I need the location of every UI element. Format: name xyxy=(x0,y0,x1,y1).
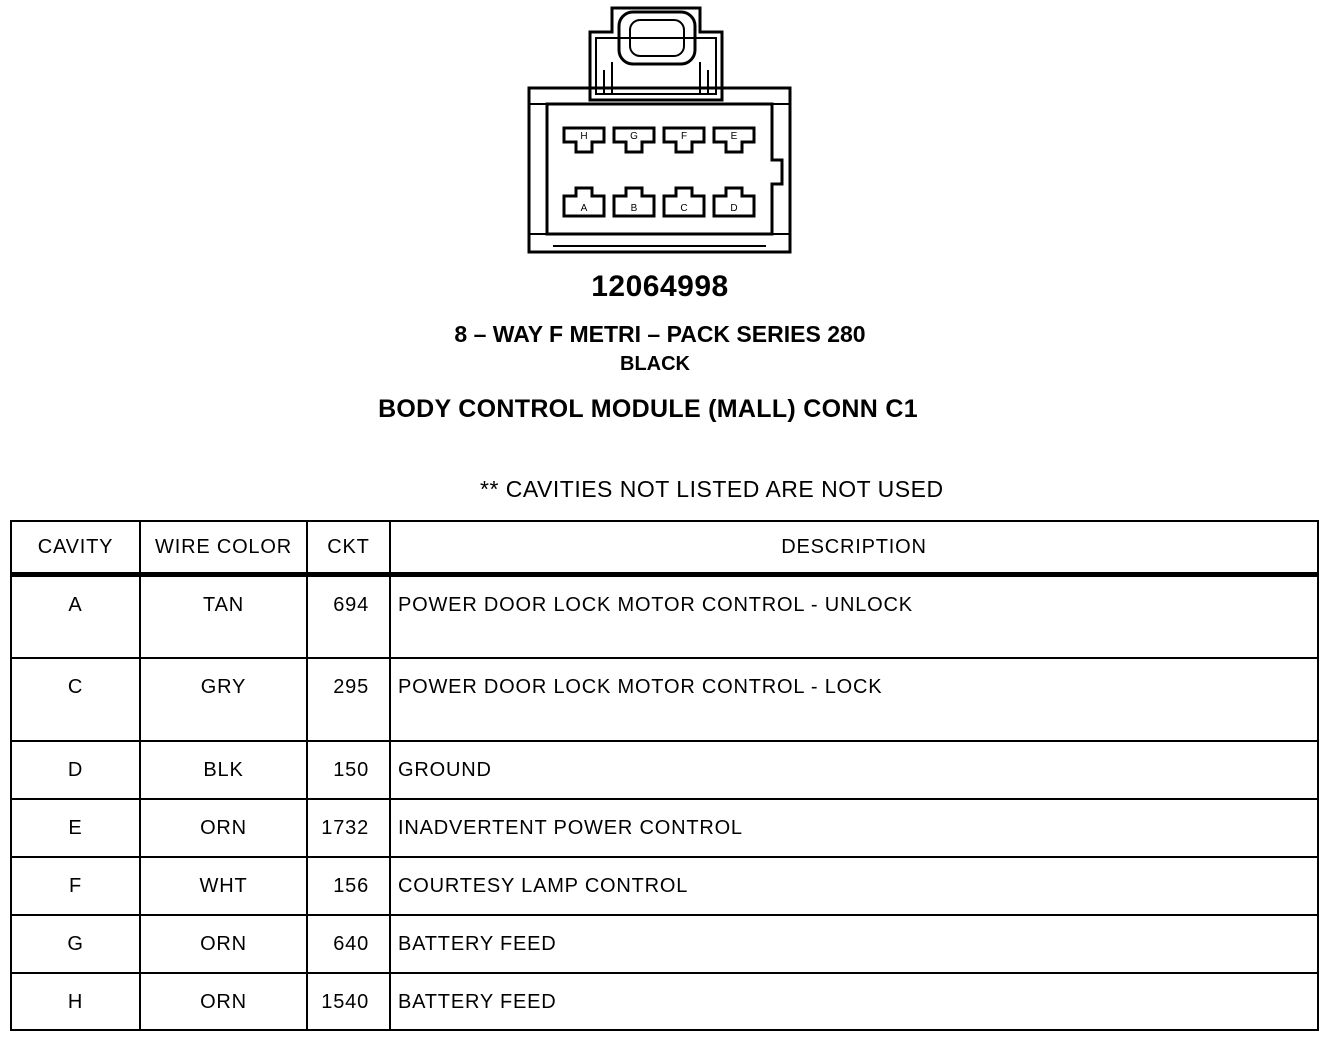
cell-wire-color: WHT xyxy=(140,857,307,915)
cell-description: BATTERY FEED xyxy=(390,915,1317,973)
part-number: 12064998 xyxy=(591,270,729,303)
cell-cavity: E xyxy=(12,799,140,857)
cell-ckt: 694 xyxy=(307,575,390,658)
table-header-row xyxy=(12,522,1317,575)
cell-wire-color: BLK xyxy=(140,741,307,799)
cell-ckt: 1732 xyxy=(307,799,390,857)
cell-ckt: 156 xyxy=(307,857,390,915)
cavity-letter: G xyxy=(630,131,638,142)
cavity-a xyxy=(564,188,604,216)
cavity-e xyxy=(714,128,754,152)
cell-wire-color: ORN xyxy=(140,799,307,857)
table-row xyxy=(12,857,1317,915)
cell-wire-color: TAN xyxy=(140,575,307,658)
header-wire-color: WIRE COLOR xyxy=(140,522,307,575)
connector-series: 8 – WAY F METRI – PACK SERIES 280 xyxy=(454,321,866,347)
cell-cavity: G xyxy=(12,915,140,973)
cell-wire-color: ORN xyxy=(140,973,307,1031)
cell-cavity: H xyxy=(12,973,140,1031)
table-row xyxy=(12,575,1317,658)
header-ckt: CKT xyxy=(307,522,390,575)
cell-wire-color: ORN xyxy=(140,915,307,973)
cavity-g xyxy=(614,128,654,152)
cavity-letter: E xyxy=(730,131,738,142)
cell-wire-color: GRY xyxy=(140,658,307,741)
cell-cavity: D xyxy=(12,741,140,799)
table-row xyxy=(12,915,1317,973)
module-connector-title: BODY CONTROL MODULE (MALL) CONN C1 xyxy=(378,395,918,423)
connector-face-diagram xyxy=(520,0,800,262)
cavity-letter: A xyxy=(580,203,588,214)
cell-description: INADVERTENT POWER CONTROL xyxy=(390,799,1317,857)
table-row xyxy=(12,741,1317,799)
cavity-d xyxy=(714,188,754,216)
cavity-letter: H xyxy=(580,131,588,142)
cavity-letter: F xyxy=(680,131,688,142)
cavity-f xyxy=(664,128,704,152)
cavity-row-top xyxy=(564,128,754,152)
cell-description: POWER DOOR LOCK MOTOR CONTROL - UNLOCK xyxy=(390,575,1317,658)
cavity-h xyxy=(564,128,604,152)
header-description: DESCRIPTION xyxy=(390,522,1317,575)
header-cavity: CAVITY xyxy=(12,522,140,575)
cavity-letter: B xyxy=(630,203,638,214)
connector-color: BLACK xyxy=(620,353,690,375)
cell-cavity: C xyxy=(12,658,140,741)
cell-ckt: 640 xyxy=(307,915,390,973)
cell-description: POWER DOOR LOCK MOTOR CONTROL - LOCK xyxy=(390,658,1317,741)
table-row xyxy=(12,658,1317,741)
table-row xyxy=(12,973,1317,1031)
cell-description: GROUND xyxy=(390,741,1317,799)
cell-ckt: 150 xyxy=(307,741,390,799)
table-row xyxy=(12,799,1317,857)
cavity-b xyxy=(614,188,654,216)
cell-cavity: A xyxy=(12,575,140,658)
cavity-letter: C xyxy=(680,203,688,214)
cavity-row-bottom xyxy=(564,188,754,216)
cell-ckt: 1540 xyxy=(307,973,390,1031)
cavity-c xyxy=(664,188,704,216)
connector-body xyxy=(529,88,790,252)
connector-latch xyxy=(590,8,722,100)
pinout-table xyxy=(10,520,1319,1031)
cell-description: COURTESY LAMP CONTROL xyxy=(390,857,1317,915)
cell-description: BATTERY FEED xyxy=(390,973,1317,1031)
cell-ckt: 295 xyxy=(307,658,390,741)
cell-cavity: F xyxy=(12,857,140,915)
unused-cavities-note: ** CAVITIES NOT LISTED ARE NOT USED xyxy=(480,476,944,502)
cavity-letter: D xyxy=(730,203,738,214)
